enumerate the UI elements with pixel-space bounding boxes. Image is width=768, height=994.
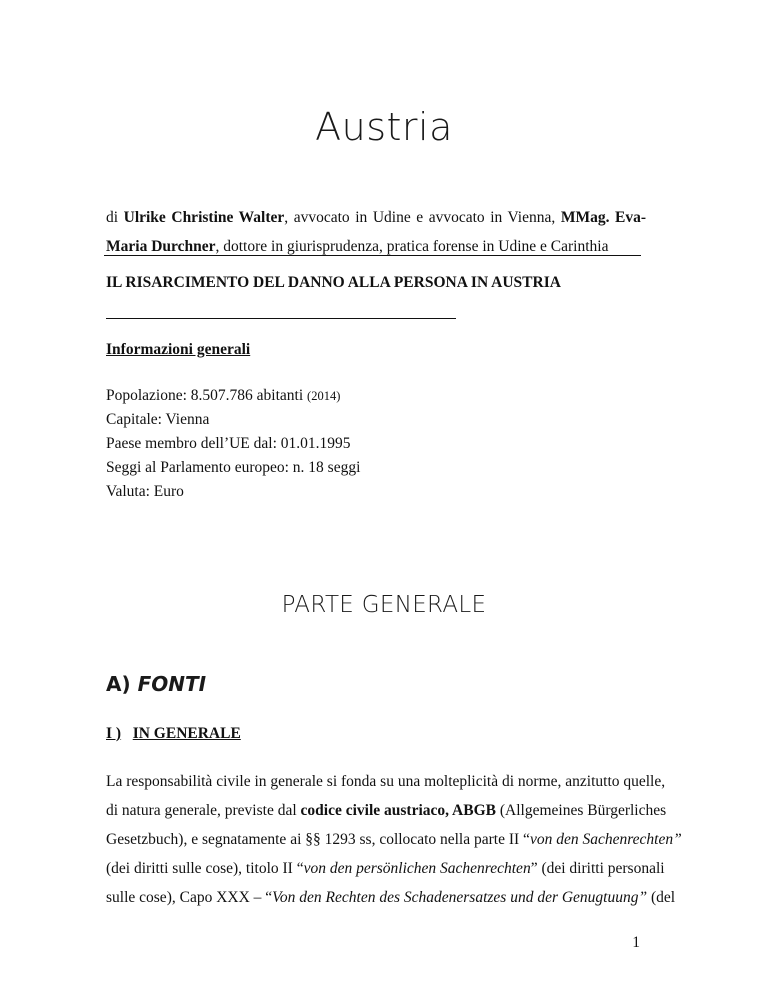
section-a-label: A) xyxy=(106,672,131,696)
p-l2-a: di natura generale, previste dal xyxy=(106,802,301,819)
document-title: Austria xyxy=(315,105,453,149)
authors-prefix: di xyxy=(106,209,124,226)
subsection-title: IN GENERALE xyxy=(132,725,241,742)
info-capital: Capitale: Vienna xyxy=(106,411,210,428)
p-l4-italic: von den persönlichen Sachenrechten xyxy=(303,860,531,877)
paragraph-line-3 xyxy=(106,825,682,854)
section-title: IL RISARCIMENTO DEL DANNO ALLA PERSONA IN AUSTRIA xyxy=(106,274,561,291)
info-heading: Informazioni generali xyxy=(106,341,251,358)
p-l5-a: sulle cose), Capo XXX – “ xyxy=(106,889,273,906)
paragraph-line-2 xyxy=(106,796,667,825)
paragraph-line-4 xyxy=(106,854,665,883)
section-a-title: FONTI xyxy=(137,672,207,696)
author-1-description: , avvocato in Udine e avvocato in Vienna, xyxy=(284,209,561,226)
p-l5-italic: Von den Rechten des Schadenersatzes und der Genugtuung” xyxy=(272,889,648,906)
authors-line xyxy=(106,203,646,261)
p-l3-italic: von den Sachenrechten” xyxy=(529,831,682,848)
info-parliament: Seggi al Parlamento europeo: n. 18 seggi xyxy=(106,459,361,476)
paragraph-line-5 xyxy=(106,883,676,912)
p-l4-a: (dei diritti sulle cose), titolo II “ xyxy=(106,860,304,877)
population-year: (2014) xyxy=(307,389,341,403)
info-currency: Valuta: Euro xyxy=(106,483,184,500)
divider-short xyxy=(106,318,456,319)
info-list xyxy=(106,384,360,504)
author-2-name: MMag. Eva-Maria Durchner xyxy=(106,209,647,255)
section-a-heading xyxy=(106,672,206,696)
part-title: PARTE GENERALE xyxy=(281,592,487,618)
p-l4-c: ” (dei diritti personali xyxy=(530,860,665,877)
paragraph-line-1: La responsabilità civile in generale si fonda su una molteplicità di norme, anzitutto quelle, xyxy=(106,773,666,790)
author-2-description: , dottore in giurisprudenza, pratica forense in Udine e Carinthia xyxy=(215,238,609,255)
p-l2-bold: codice civile austriaco, ABGB xyxy=(300,802,496,819)
divider-full xyxy=(104,255,641,256)
p-l5-c: (del xyxy=(647,889,676,906)
info-population xyxy=(106,384,360,408)
body-paragraph xyxy=(106,767,682,912)
subsection-label: I ) xyxy=(106,725,122,742)
p-l2-c: (Allgemeines Bürgerliches xyxy=(495,802,667,819)
population-text: Popolazione: 8.507.786 abitanti xyxy=(106,387,304,404)
info-eu-member: Paese membro dell’UE dal: 01.01.1995 xyxy=(106,435,351,452)
p-l3-a: Gesetzbuch), e segnatamente ai §§ 1293 ss, collocato nella parte II “ xyxy=(106,831,530,848)
page-number: 1 xyxy=(632,934,640,951)
author-1-name: Ulrike Christine Walter xyxy=(123,209,285,226)
subsection-heading xyxy=(106,725,241,743)
